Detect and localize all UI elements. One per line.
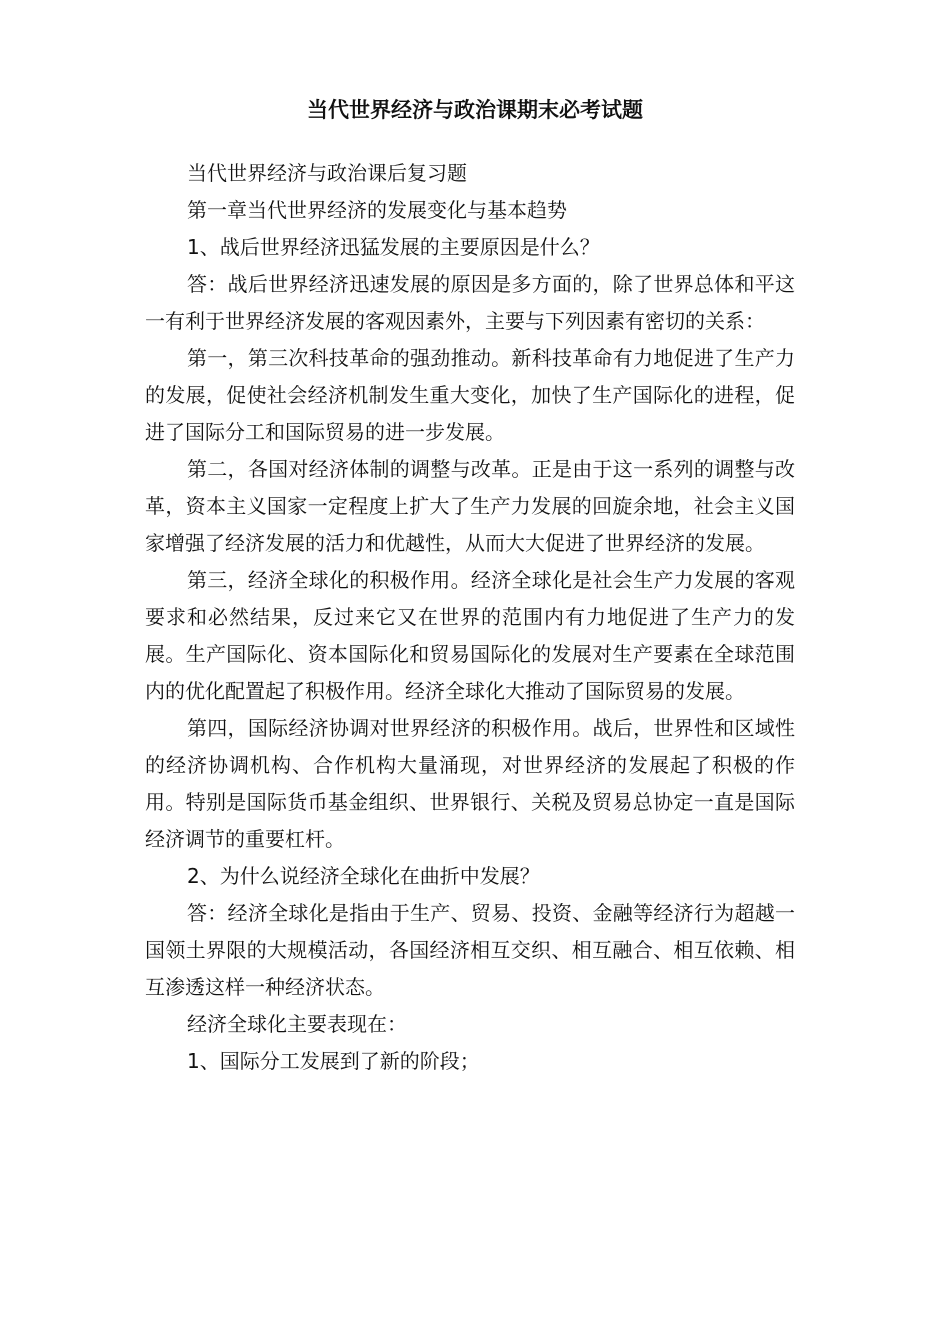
document-title: 当代世界经济与政治课期末必考试题 (307, 98, 643, 122)
paragraph-chapter-heading: 第一章当代世界经济的发展变化与基本趋势 (187, 198, 567, 222)
document-body (145, 155, 795, 1080)
paragraph-answer-1-point-2: 第二，各国对经济体制的调整与改革。正是由于这一系列的调整与改革，资本主义国家一定程度上扩大了生产力发展的回旋余地，社会主义国家增强了经济发展的活力和优越性，从而大大促进了世界经济的发展。 (145, 457, 795, 555)
paragraph-question-2: 2、为什么说经济全球化在曲折中发展？ (187, 864, 540, 888)
paragraph-answer-2-intro: 答：经济全球化是指由于生产、贸易、投资、金融等经济行为超越一国领土界限的大规模活动，各国经济相互交织、相互融合、相互依赖、相互渗透这样一种经济状态。 (145, 901, 795, 999)
paragraph-question-1: 1、战后世界经济迅猛发展的主要原因是什么？ (187, 235, 600, 259)
paragraph-subtitle: 当代世界经济与政治课后复习题 (187, 161, 467, 185)
paragraph-answer-1-point-4: 第四，国际经济协调对世界经济的积极作用。战后，世界性和区域性的经济协调机构、合作机构大量涌现，对世界经济的发展起了积极的作用。特别是国际货币基金组织、世界银行、关税及贸易总协定一直是国际经济调节的重要杠杆。 (145, 716, 795, 851)
paragraph-answer-1-point-1: 第一，第三次科技革命的强劲推动。新科技革命有力地促进了生产力的发展，促使社会经济机制发生重大变化，加快了生产国际化的进程，促进了国际分工和国际贸易的进一步发展。 (145, 346, 795, 444)
paragraph-answer-1-point-3: 第三，经济全球化的积极作用。经济全球化是社会生产力发展的客观要求和必然结果，反过来它又在世界的范围内有力地促进了生产力的发展。生产国际化、资本国际化和贸易国际化的发展对生产要素在全球范围内的优化配置起了积极作用。经济全球化大推动了国际贸易的发展。 (145, 568, 795, 703)
paragraph-answer-2-item-1: 1、国际分工发展到了新的阶段； (187, 1049, 480, 1073)
paragraph-answer-2-lead: 经济全球化主要表现在： (187, 1012, 407, 1036)
paragraph-answer-1-intro: 答：战后世界经济迅速发展的原因是多方面的，除了世界总体和平这一有利于世界经济发展的客观因素外，主要与下列因素有密切的关系： (145, 272, 795, 333)
